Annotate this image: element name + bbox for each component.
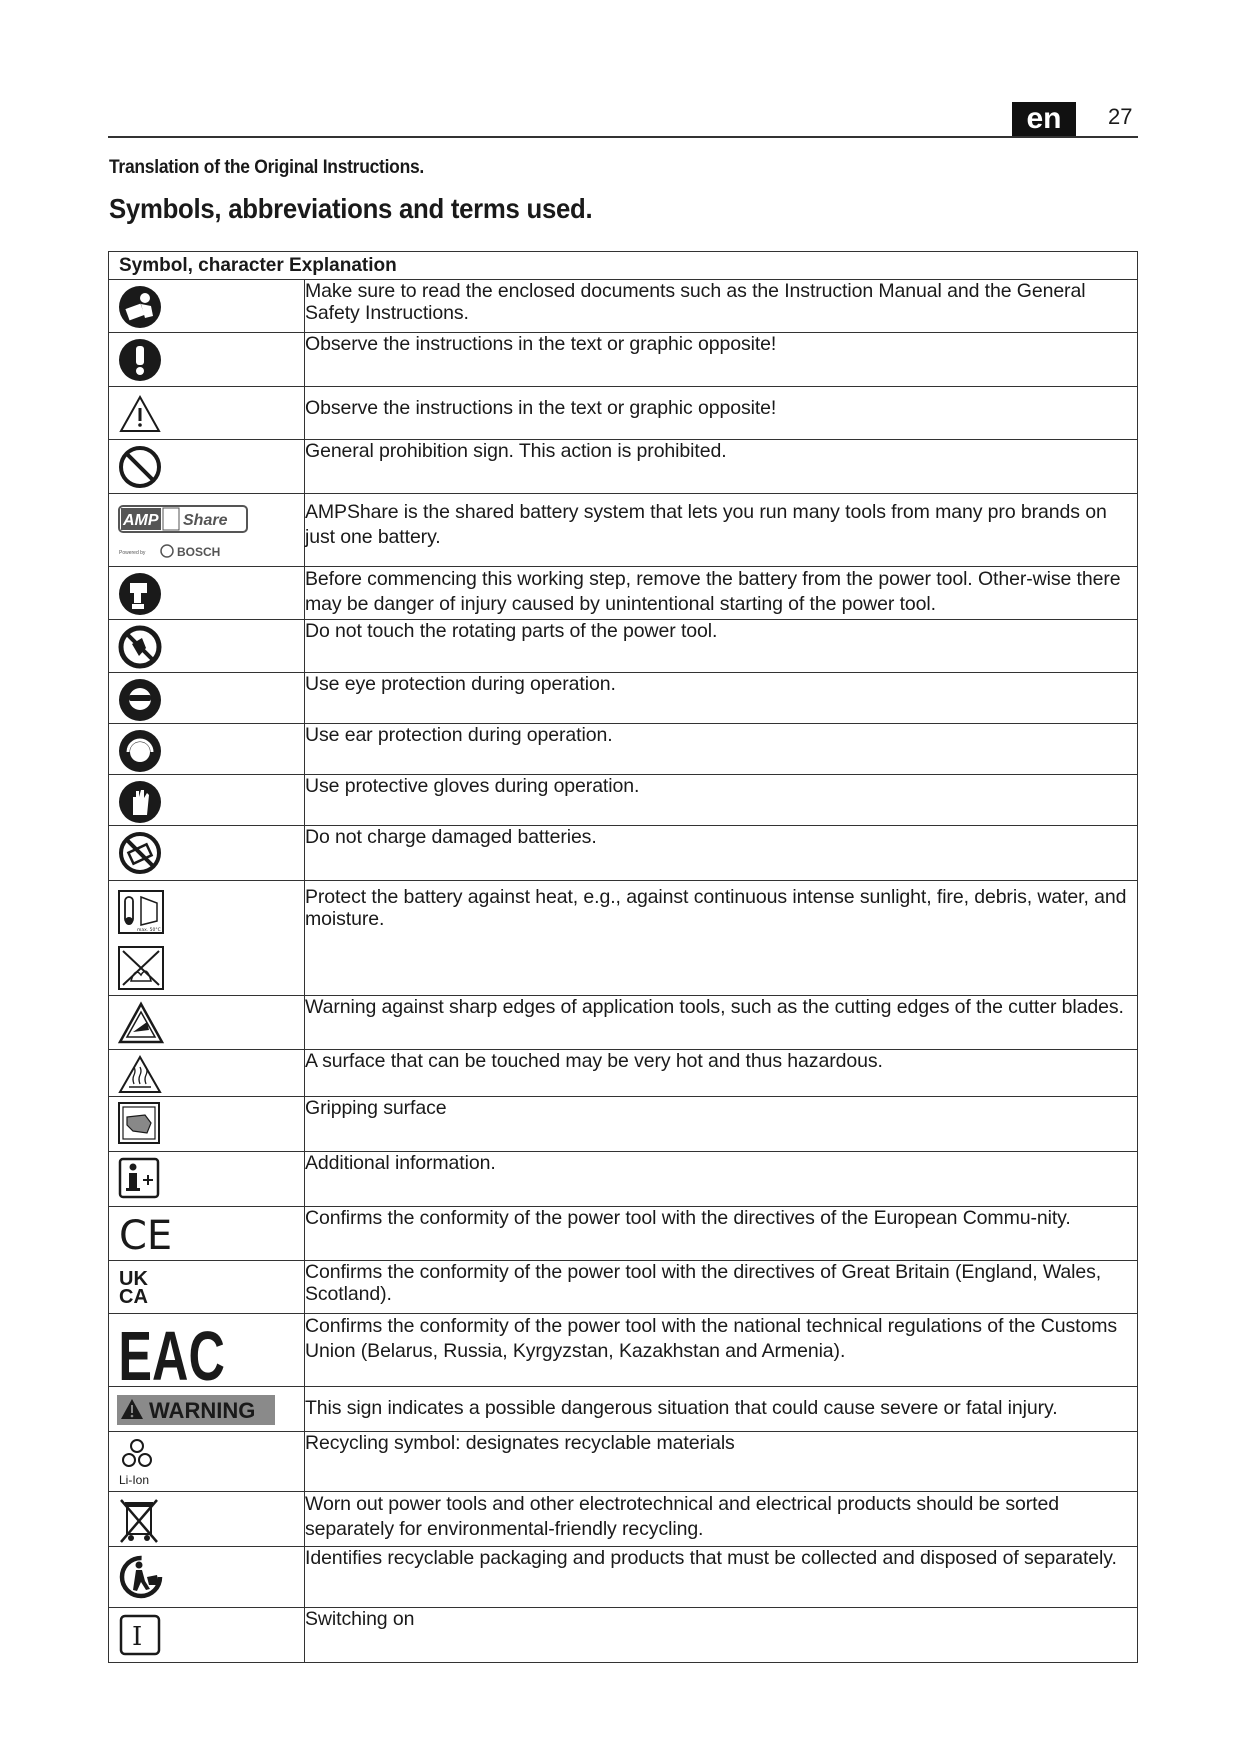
warning-label-text: WARNING xyxy=(149,1398,256,1423)
exclamation-circle-icon xyxy=(117,337,163,383)
symbols-table xyxy=(108,251,1138,1663)
document-subtitle: Translation of the Original Instructions. xyxy=(109,157,425,178)
column-header-symbol: Symbol, character xyxy=(119,255,284,276)
ampshare-logo-amp: AMP xyxy=(123,512,159,529)
explanation-cell: Additional information. xyxy=(305,1152,1138,1207)
table-row xyxy=(109,567,1138,620)
symbol-cell xyxy=(109,1547,305,1608)
li-ion-label: Li-Ion xyxy=(119,1473,150,1487)
ampshare-logo-brand: BOSCH xyxy=(177,545,221,559)
table-header-row xyxy=(109,252,1138,280)
no-charge-damaged-battery-icon xyxy=(117,830,163,876)
table-row xyxy=(109,1207,1138,1261)
ampshare-logo xyxy=(117,500,257,564)
explanation-cell: Do not touch the rotating parts of the power tool. xyxy=(305,620,1138,673)
recyclable-packaging-icon xyxy=(117,1551,169,1603)
table-row xyxy=(109,440,1138,494)
ce-mark-text: CE xyxy=(119,1213,173,1259)
explanation-cell: This sign indicates a possible dangerous situation that could cause severe or fatal injury. xyxy=(305,1387,1138,1432)
no-touch-icon xyxy=(117,624,163,670)
explanation-cell: Identifies recyclable packaging and products that must be collected and disposed of separately. xyxy=(305,1547,1138,1608)
header-rule xyxy=(108,136,1138,138)
symbol-cell xyxy=(109,1097,305,1152)
ukca-mark-icon xyxy=(117,1265,163,1311)
hot-surface-icon xyxy=(117,1054,163,1096)
explanation-cell: AMPShare is the shared battery system that lets you run many tools from many pro brands on just one battery. xyxy=(305,494,1138,567)
table-row xyxy=(109,724,1138,775)
table-row xyxy=(109,1261,1138,1314)
remove-battery-icon xyxy=(117,571,163,617)
table-row xyxy=(109,620,1138,673)
explanation-cell: Worn out power tools and other electrotechnical and electrical products should be sorted separately for environmental-friendly recycling. xyxy=(305,1492,1138,1547)
symbol-cell xyxy=(109,1152,305,1207)
symbol-cell xyxy=(109,1207,305,1261)
explanation-cell: Make sure to read the enclosed documents such as the Instruction Manual and the General Safety Instructions. xyxy=(305,280,1138,333)
table-row xyxy=(109,1097,1138,1152)
symbol-cell xyxy=(109,1387,305,1432)
table-row xyxy=(109,1608,1138,1663)
symbol-cell xyxy=(109,494,305,567)
symbol-cell xyxy=(109,881,305,996)
symbol-cell xyxy=(109,1492,305,1547)
gloves-icon xyxy=(117,779,163,825)
symbol-cell xyxy=(109,1432,305,1492)
temperature-label: max. 50°C xyxy=(137,928,161,933)
symbol-cell xyxy=(109,280,305,333)
explanation-cell: Confirms the conformity of the power tool with the directives of the European Commu-nity. xyxy=(305,1207,1138,1261)
warning-label-icon xyxy=(117,1395,277,1429)
symbol-cell xyxy=(109,996,305,1050)
eac-mark-text: EAC xyxy=(118,1316,225,1395)
explanation-cell: Confirms the conformity of the power tool with the national technical regulations of the Customs Union (Belarus, Russia, Kyrgyzstan, Kazakhstan and Armenia). xyxy=(305,1314,1138,1387)
symbol-cell xyxy=(109,1608,305,1663)
explanation-cell: Observe the instructions in the text or graphic opposite! xyxy=(305,387,1138,440)
language-badge: en xyxy=(1012,102,1076,136)
ukca-mark-bottom: CA xyxy=(119,1286,148,1308)
table-row xyxy=(109,996,1138,1050)
table-row xyxy=(109,1387,1138,1432)
explanation-cell: General prohibition sign. This action is prohibited. xyxy=(305,440,1138,494)
table-row xyxy=(109,1314,1138,1387)
prohibition-icon xyxy=(117,444,163,490)
ce-mark-icon xyxy=(117,1211,173,1257)
table-row xyxy=(109,881,1138,996)
explanation-cell: Gripping surface xyxy=(305,1097,1138,1152)
eac-mark-icon xyxy=(117,1316,225,1395)
recycling-li-ion-icon xyxy=(117,1436,167,1490)
explanation-cell: A surface that can be touched may be very hot and thus hazardous. xyxy=(305,1050,1138,1097)
symbol-cell xyxy=(109,333,305,387)
symbol-cell xyxy=(109,826,305,881)
sharp-edges-warning-icon xyxy=(117,1000,165,1046)
explanation-cell: Confirms the conformity of the power tool with the directives of Great Britain (England, Wales, Scotland). xyxy=(305,1261,1138,1314)
symbol-cell xyxy=(109,1261,305,1314)
explanation-cell: Use ear protection during operation. xyxy=(305,724,1138,775)
column-header-explanation: Explanation xyxy=(289,255,397,276)
explanation-cell: Before commencing this working step, remove the battery from the power tool. Other-wise there may be danger of injury caused by unintentional starting of the power tool. xyxy=(305,567,1138,620)
symbol-cell xyxy=(109,620,305,673)
symbol-cell xyxy=(109,775,305,826)
explanation-cell: Use eye protection during operation. xyxy=(305,673,1138,724)
ampshare-logo-share: Share xyxy=(183,512,228,529)
crossed-bin-icon xyxy=(117,1496,163,1544)
explanation-cell: Recycling symbol: designates recyclable materials xyxy=(305,1432,1138,1492)
explanation-cell: Use protective gloves during operation. xyxy=(305,775,1138,826)
explanation-cell: Do not charge damaged batteries. xyxy=(305,826,1138,881)
explanation-cell: Protect the battery against heat, e.g., against continuous intense sunlight, fire, debris, water, and moisture. xyxy=(305,881,1138,996)
table-row xyxy=(109,1050,1138,1097)
table-row xyxy=(109,1152,1138,1207)
table-row xyxy=(109,333,1138,387)
symbol-cell xyxy=(109,387,305,440)
table-row xyxy=(109,280,1138,333)
explanation-cell: Warning against sharp edges of application tools, such as the cutting edges of the cutter blades. xyxy=(305,996,1138,1050)
table-row xyxy=(109,826,1138,881)
switch-on-label: I xyxy=(132,1622,143,1652)
page-title: Symbols, abbreviations and terms used. xyxy=(109,193,593,224)
table-row xyxy=(109,387,1138,440)
symbol-cell xyxy=(109,567,305,620)
table-row xyxy=(109,1492,1138,1547)
switch-on-icon xyxy=(117,1612,163,1658)
symbol-cell xyxy=(109,724,305,775)
gripping-surface-icon xyxy=(117,1101,163,1145)
symbol-cell xyxy=(109,1314,305,1395)
symbol-cell xyxy=(109,1050,305,1097)
symbol-cell xyxy=(109,673,305,724)
ampshare-logo-powered: Powered by xyxy=(119,550,146,556)
symbol-cell xyxy=(109,440,305,494)
table-row xyxy=(109,775,1138,826)
warning-triangle-icon xyxy=(117,391,163,437)
info-icon xyxy=(117,1156,163,1200)
table-row xyxy=(109,494,1138,567)
explanation-cell: Observe the instructions in the text or graphic opposite! xyxy=(305,333,1138,387)
table-row xyxy=(109,1547,1138,1608)
page-number: 27 xyxy=(1108,104,1133,129)
ear-protection-icon xyxy=(117,728,163,774)
explanation-cell: Switching on xyxy=(305,1608,1138,1663)
battery-heat-icon xyxy=(117,889,173,995)
table-header xyxy=(109,252,1138,280)
read-manual-icon xyxy=(117,284,163,330)
eye-protection-icon xyxy=(117,677,163,723)
ukca-mark-top: UK xyxy=(119,1268,148,1290)
table-row xyxy=(109,1432,1138,1492)
table-row xyxy=(109,673,1138,724)
